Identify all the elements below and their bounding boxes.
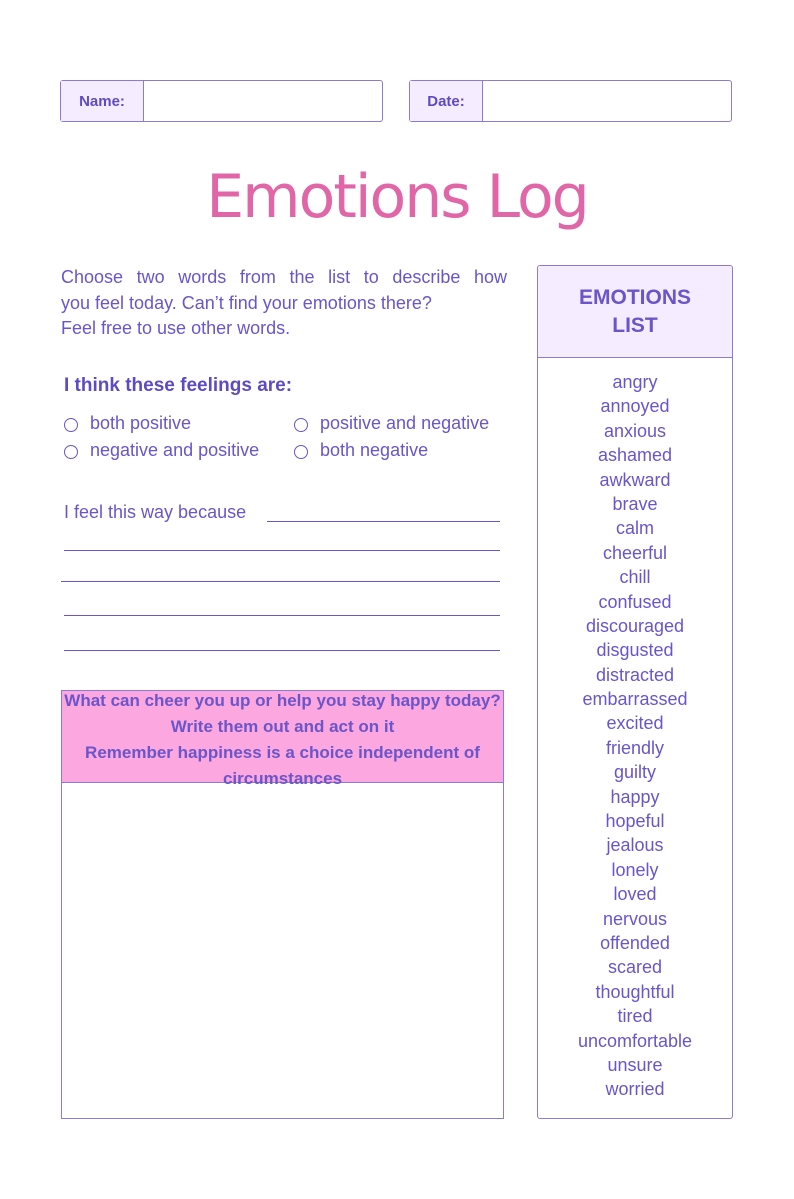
emotion-item: confused xyxy=(598,591,672,612)
emotions-heading-line: LIST xyxy=(612,313,658,337)
radio-circle-icon[interactable] xyxy=(64,418,78,432)
instructions-line: you feel today. Can’t find your emotions there? xyxy=(61,292,432,313)
emotion-item: anxious xyxy=(603,420,667,441)
emotion-item: excited xyxy=(606,713,664,734)
emotion-item: hopeful xyxy=(605,811,665,832)
writing-line[interactable] xyxy=(64,650,500,651)
date-label: Date: xyxy=(410,81,483,121)
emotion-item: ashamed xyxy=(597,445,673,466)
option-label: negative and positive xyxy=(90,440,260,460)
emotion-item: lonely xyxy=(611,859,659,880)
emotion-item: unsure xyxy=(607,1054,663,1075)
emotions-list-heading xyxy=(538,266,732,358)
because-label: I feel this way because xyxy=(64,502,247,522)
option-negative-and-positive[interactable] xyxy=(64,440,259,461)
name-label: Name: xyxy=(61,81,144,121)
emotion-item: offended xyxy=(600,932,670,953)
name-field xyxy=(60,80,383,122)
emotion-item: brave xyxy=(612,493,658,514)
option-both-negative[interactable] xyxy=(294,440,428,461)
emotion-item: cheerful xyxy=(602,542,668,563)
instructions-line: Choose two words from the list to describe how xyxy=(61,267,507,287)
emotion-item: awkward xyxy=(599,469,671,490)
emotion-item: worried xyxy=(605,1079,665,1100)
emotion-item: discouraged xyxy=(585,615,685,636)
cheer-prompt-line: Write them out and act on it xyxy=(170,717,395,736)
emotion-item: jealous xyxy=(606,835,664,856)
name-input[interactable] xyxy=(144,81,382,121)
emotion-item: angry xyxy=(612,372,658,392)
cheer-prompt-line: Remember happiness is a choice independent of xyxy=(85,743,480,762)
date-input[interactable] xyxy=(483,81,731,121)
emotion-item: thoughtful xyxy=(595,981,675,1002)
page-title: Emotions Log xyxy=(206,162,588,232)
option-label: both positive xyxy=(90,413,192,433)
emotion-item: chill xyxy=(619,567,651,588)
emotions-list-panel xyxy=(537,265,733,1119)
writing-line[interactable] xyxy=(64,550,500,551)
emotions-list xyxy=(538,370,732,1102)
emotion-item: loved xyxy=(613,884,657,905)
cheer-prompt-line: circumstances xyxy=(222,769,343,788)
emotion-item: nervous xyxy=(602,908,668,929)
radio-circle-icon[interactable] xyxy=(294,445,308,459)
cheer-prompt-line: What can cheer you up or help you stay happy today? xyxy=(64,691,501,710)
radio-circle-icon[interactable] xyxy=(64,445,78,459)
writing-line[interactable] xyxy=(61,581,500,582)
date-field xyxy=(409,80,732,122)
cheer-up-response[interactable] xyxy=(62,784,503,1117)
writing-line[interactable] xyxy=(64,615,500,616)
option-label: positive and negative xyxy=(320,413,490,433)
emotion-item: tired xyxy=(617,1006,653,1027)
emotion-item: scared xyxy=(607,957,663,978)
option-positive-and-negative[interactable] xyxy=(294,413,489,434)
radio-circle-icon[interactable] xyxy=(294,418,308,432)
emotion-item: uncomfortable xyxy=(577,1030,693,1051)
instructions-line: Feel free to use other words. xyxy=(61,318,291,338)
emotion-item: embarrassed xyxy=(582,689,688,710)
emotion-item: annoyed xyxy=(600,396,670,417)
emotion-item: friendly xyxy=(605,737,665,758)
instructions xyxy=(61,265,507,342)
cheer-up-prompt xyxy=(50,688,515,792)
emotion-item: happy xyxy=(610,786,660,807)
feelings-heading: I think these feelings are: xyxy=(64,375,293,396)
emotion-item: calm xyxy=(615,518,654,539)
emotions-heading-line: EMOTIONS xyxy=(578,285,691,309)
option-label: both negative xyxy=(320,440,429,460)
option-both-positive[interactable] xyxy=(64,413,191,434)
emotion-item: disgusted xyxy=(596,640,674,661)
emotion-item: distracted xyxy=(595,664,675,685)
emotion-item: guilty xyxy=(613,762,657,783)
writing-line[interactable] xyxy=(267,521,500,522)
